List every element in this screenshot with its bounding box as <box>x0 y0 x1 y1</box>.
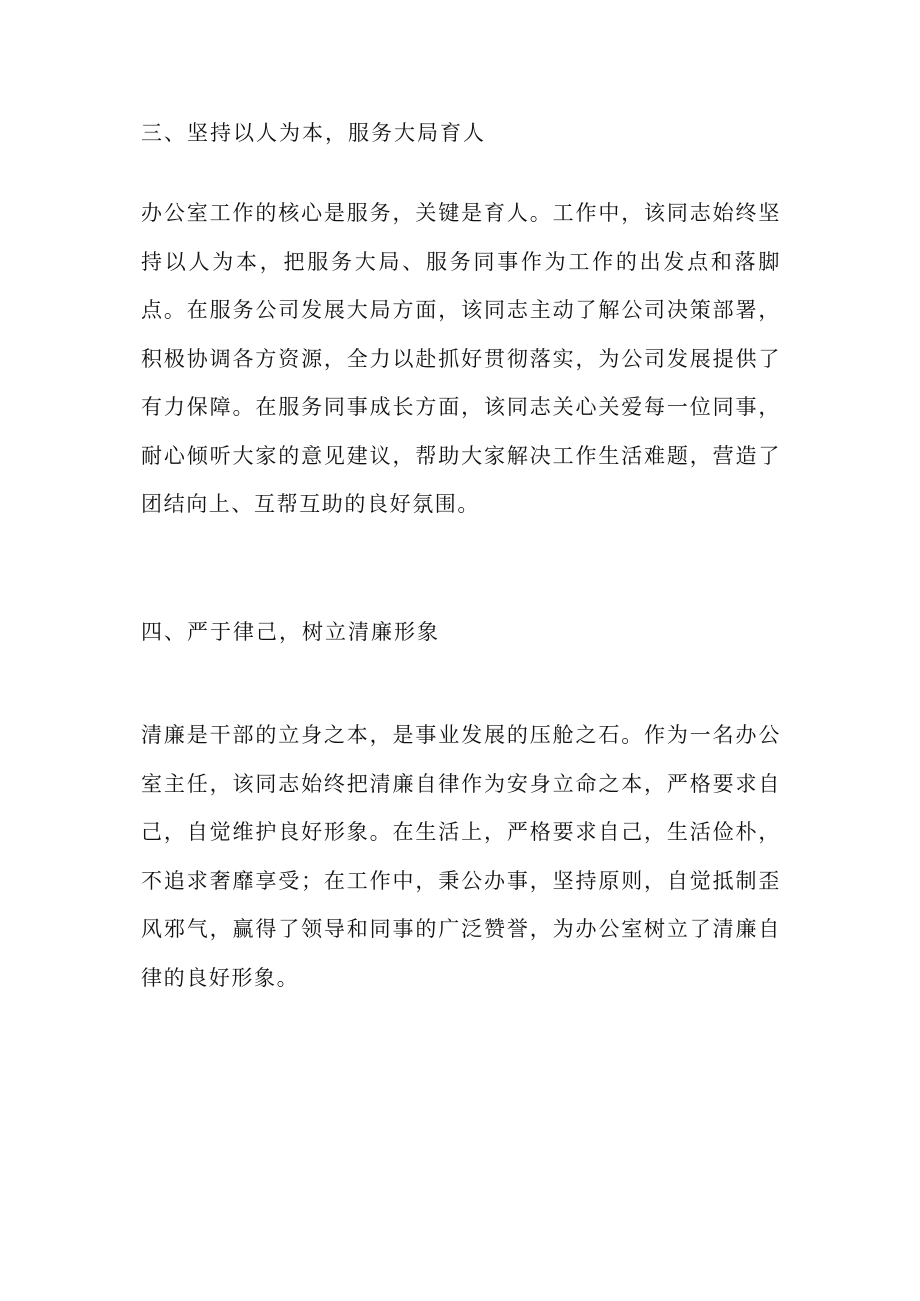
section-paragraph-3: 办公室工作的核心是服务，关键是育人。工作中，该同志始终坚持以人为本，把服务大局、服务同事作为工作的出发点和落脚点。在服务公司发展大局方面，该同志主动了解公司决策部署，积极协调各方资源，全力以赴抓好贯彻落实，为公司发展提供了有力保障。在服务同事成长方面，该同志关心关爱每一位同事，耐心倾听大家的意见建议，帮助大家解决工作生活难题，营造了团结向上、互帮互助的良好氛围。 <box>141 201 781 516</box>
section-paragraph-4: 清廉是干部的立身之本，是事业发展的压舱之石。作为一名办公室主任，该同志始终把清廉自律作为安身立命之本，严格要求自己，自觉维护良好形象。在生活上，严格要求自己，生活俭朴，不追求奢靡享受；在工作中，秉公办事，坚持原则，自觉抵制歪风邪气，赢得了领导和同事的广泛赞誉，为办公室树立了清廉自律的良好形象。 <box>141 723 781 990</box>
section-heading-4: 四、严于律己，树立清廉形象 <box>141 620 440 644</box>
section-heading-3: 三、坚持以人为本，服务大局育人 <box>141 121 486 145</box>
